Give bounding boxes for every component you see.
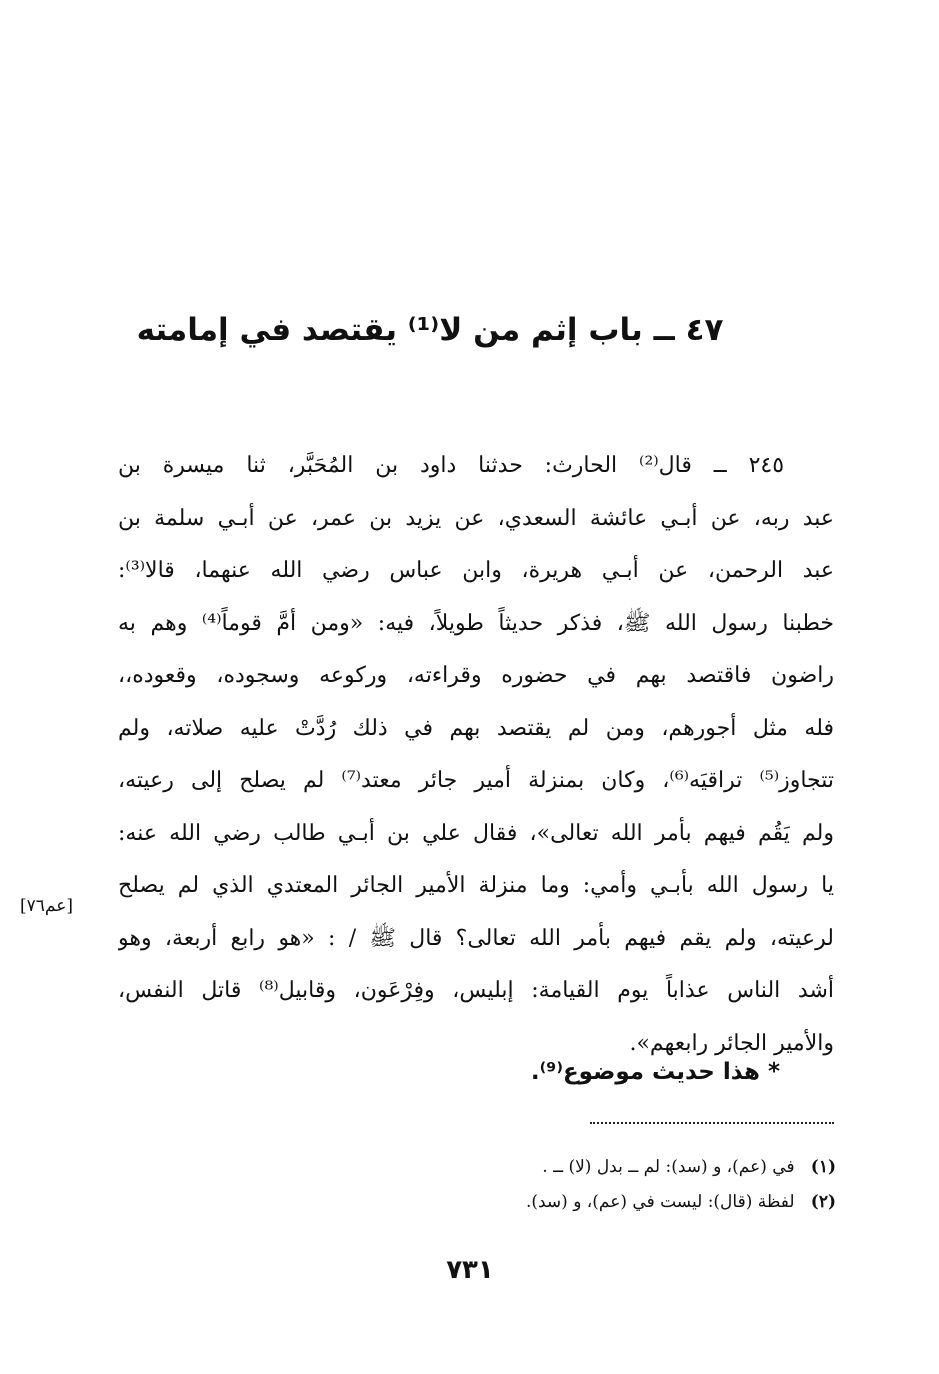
footnote-text: لفظة (قال): ليست في (عم)، و (سد). [525,1192,795,1212]
footnote-text: في (عم)، و (سد): لم ــ بدل (لا) ــ . [542,1157,795,1177]
footnote-number: (٢) [810,1192,836,1212]
text-line: أشد الناس عذاباً يوم القيامة: إبليس، وفِرْعَون، وقابيل⁽⁸⁾ قاتل النفس، [118,978,834,1003]
footnote-separator [590,1122,834,1124]
text-line: عبد الرحمن، عن أبـي هريرة، وابن عباس رضي الله عنهما، قالا⁽³⁾: [118,558,834,583]
page-number: ٧٣١ [446,1255,494,1285]
hadith-verdict: * هذا حديث موضوع⁽⁹⁾. [530,1059,780,1085]
chapter-title: ٤٧ ــ باب إثم من لا⁽¹⁾ يقتصد في إمامته [136,312,724,348]
text-line: ٢٤٥ ــ قال⁽²⁾ الحارث: حدثنا داود بن المُحَبَّر، ثنا ميسرة بن [118,453,785,478]
text-line: يا رسول الله بأبـي وأمي: وما منزلة الأمير الجائر المعتدي الذي لم يصلح [118,873,834,898]
text-line: والأمير الجائر رابعهم». [629,1030,834,1056]
hadith-text [118,440,834,1070]
footnote-item [400,1150,836,1185]
footnote-item [400,1185,836,1220]
text-line: خطبنا رسول الله ﷺ، فذكر حديثاً طويلاً، فيه: «ومن أمَّ قوماً⁽⁴⁾ وهم به [118,610,834,636]
text-line: تتجاوز⁽⁵⁾ تراقيَه⁽⁶⁾، وكان بمنزلة أمير جائر معتد⁽⁷⁾ لم يصلح إلى رعيته، [118,768,834,793]
text-line: راضون فاقتصد بهم في حضوره وقراءته، وركوعه وسجوده، وقعوده،، [118,663,834,688]
text-line: عبد ربه، عن أبـي عائشة السعدي، عن يزيد بن عمر، عن أبـي سلمة بن [118,505,834,531]
text-line: لرعيته، ولم يقم فيهم بأمر الله تعالى؟ قال ﷺ / : «هو رابع أربعة، وهو [118,925,834,951]
footnote-number: (١) [810,1157,836,1177]
footnotes [400,1150,836,1220]
text-line: فله مثل أجورهم، ومن لم يقتصد بهم في ذلك رُدَّتْ عليه صلاته، ولم [118,715,834,741]
manuscript-margin-note: [عم٧٦] [20,896,73,916]
text-line: ولم يَقُم فيهم بأمر الله تعالى»، فقال علي بن أبـي طالب رضي الله عنه: [118,820,834,846]
